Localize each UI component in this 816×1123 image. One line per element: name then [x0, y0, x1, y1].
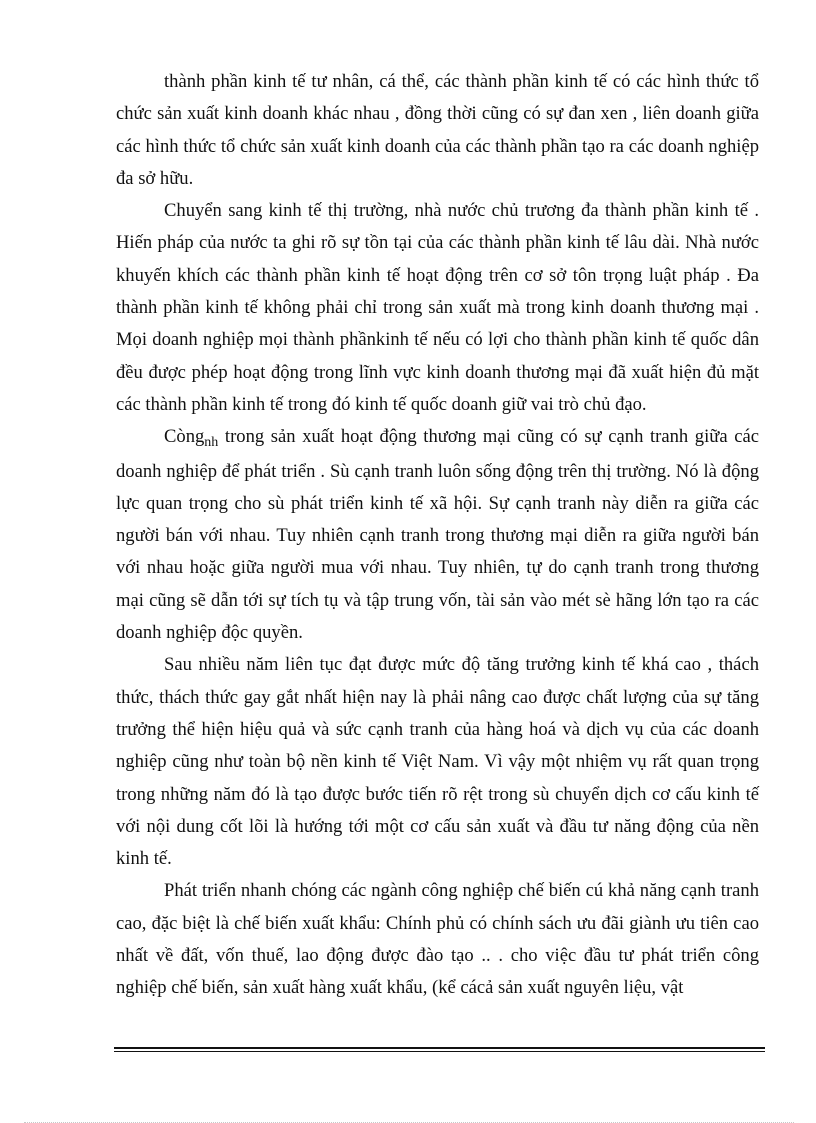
paragraph-competition-text: trong sản xuất hoạt động thương mại cũng có sự cạnh tranh giữa các doanh nghiệp để phát triển . Sù cạnh tranh luôn sống động trên thị trường. Nó là động lực quan trọng cho sù phát triển kinh tế xã hội. Sự cạnh tranh này diễn ra giữa các người bán với nhau. Tuy nhiên cạnh tranh trong thương mại diễn ra giữa người bán với nhau hoặc giữa người mua với nhau. Tuy nhiên, tự do cạnh tranh trong thương mại cũng sẽ dẫn tới sự tích tụ và tập trung vốn, tài sản vào mét sè hãng lớn tạo ra các doanh nghiệp độc quyền.: [116, 426, 759, 644]
document-body: [116, 66, 759, 1005]
paragraph-competition-fragment: nh: [204, 435, 219, 451]
paragraph-processing-industry: Phát triển nhanh chóng các ngành công nghiệp chế biến cú khả năng cạnh tranh cao, đặc biệt là chế biến xuất khẩu: Chính phủ có chính sách ưu đãi giành ưu tiên cao nhất về đất, vốn thuế, lao động được đào tạo .. . cho việc đầu tư phát triển công nghiệp chế biến, sản xuất hàng xuất khẩu, (kể cácả sản xuất nguyên liệu, vật: [116, 880, 759, 999]
paragraph-competition-lead: Còng: [164, 426, 205, 448]
paragraph-market-economy: Chuyển sang kinh tế thị trường, nhà nước chủ trương đa thành phần kinh tế . Hiến pháp của nước ta ghi rõ sự tồn tại của các thành phần kinh tế lâu dài. Nhà nước khuyến khích các thành phần kinh tế hoạt động trên cơ sở tôn trọng luật pháp . Đa thành phần kinh tế không phải chỉ trong sản xuất mà trong kinh doanh thương mại . Mọi doanh nghiệp mọi thành phầnkinh tế nếu có lợi cho thành phần kinh tế quốc dân đều được phép hoạt động trong lĩnh vực kinh doanh thương mại đã xuất hiện đủ mặt các thành phần kinh tế trong đó kinh tế quốc doanh giữ vai trò chủ đạo.: [116, 200, 759, 415]
footer-double-rule: [114, 1047, 765, 1053]
footer-rule-thin-line: [114, 1051, 765, 1052]
footer-rule-thick-line: [114, 1047, 765, 1049]
paragraph-competition: [116, 421, 759, 649]
paragraph-economic-sectors: thành phần kinh tế tư nhân, cá thể, các thành phần kinh tế có các hình thức tổ chức sản xuất kinh doanh khác nhau , đồng thời cũng có sự đan xen , liên doanh giữa các hình thức tổ chức sản xuất kinh doanh của các thành phần tạo ra các doanh nghiệp đa sở hữu.: [116, 71, 759, 189]
paragraph-growth-quality: Sau nhiều năm liên tục đạt được mức độ tăng trưởng kinh tế khá cao , thách thức, thách thức gay gắt nhất hiện nay là phải nâng cao được chất lượng của sự tăng trưởng thể hiện hiệu quả và sức cạnh tranh của hàng hoá và dịch vụ của các doanh nghiệp cũng như toàn bộ nền kinh tế Việt Nam. Vì vậy một nhiệm vụ rất quan trọng trong những năm đó là tạo được bước tiến rõ rệt trong sù chuyển dịch cơ cấu kinh tế với nội dung cốt lõi là hướng tới một cơ cấu sản xuất và đầu tư năng động của nền kinh tế.: [116, 654, 759, 870]
